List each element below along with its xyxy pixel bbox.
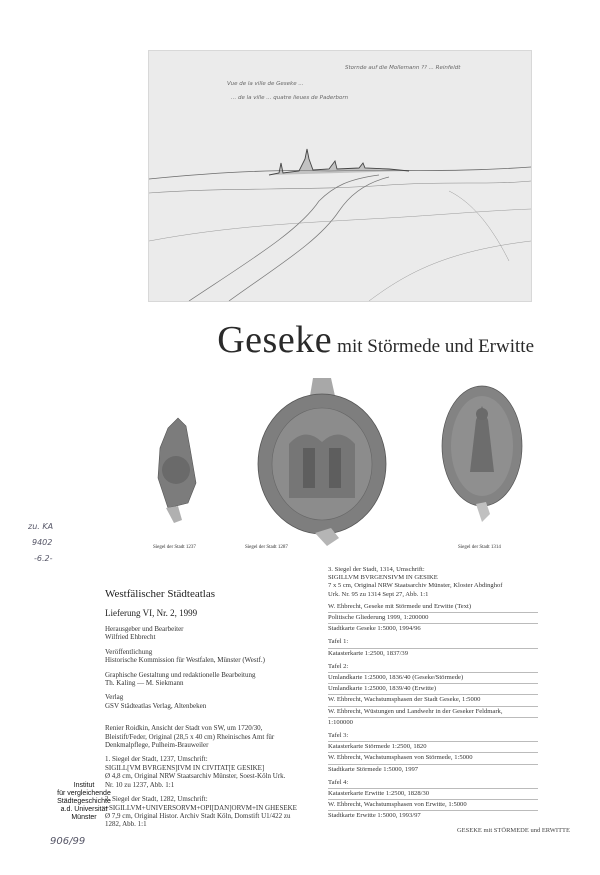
tafel-label: Tafel 4:: [328, 778, 538, 789]
contents-column: [328, 566, 538, 825]
contents-item: Katasterkarte Erwitte 1:2500, 1828/30: [328, 789, 538, 800]
credit-line: Nr. 10 zu 1237, Abb. 1:1: [105, 780, 175, 789]
seal-caption: Siegel der Stadt 1237: [153, 545, 196, 550]
seal-1314-image: [440, 382, 525, 522]
institute-stamp: [44, 782, 124, 822]
stamp-line: Städtegeschichte: [57, 798, 111, 805]
contents-item: Stadtkarte Geseke 1:5000, 1994/96: [328, 625, 421, 633]
stamp-line: Münster: [71, 814, 97, 821]
sketch-inscription: ... de la ville ... quatre lieues de Paderborn: [231, 95, 349, 101]
page-title: [0, 318, 600, 362]
credit-line: SIGILL[VM BVRGENS]IVM IN CIVITAT[E GESIKE]: [105, 763, 265, 772]
imprint-block: [105, 648, 320, 665]
credit-line: 2. Siegel der Stadt, 1282, Umschrift:: [105, 795, 208, 804]
contents-item: W. Ehbrecht, Wüstungen und Landwehr in der Geseker Feldmark,: [328, 707, 538, 718]
credit-block: [105, 795, 320, 829]
imprint-block: [105, 625, 320, 642]
contents-item: W. Ehbrecht, Wachstumsphasen von Erwitte, 1:5000: [328, 800, 538, 811]
handwritten-note: zu. KA: [28, 522, 54, 531]
seal3-line: SIGILLVM BVRGENSIVM IN GESIKE: [328, 574, 438, 582]
seal3-line: 3. Siegel der Stadt, 1314, Umschrift:: [328, 566, 425, 573]
credit-line: Ø 7,9 cm, Original Histor. Archiv Stadt Köln, Domstift U1/422 zu: [105, 811, 291, 820]
imprint-column: [105, 588, 320, 835]
credit-line: +SIGILLVM+UNIVERSORVM+OPI[DAN]ORVM+IN GHESEKE: [105, 803, 297, 812]
imprint-label: Herausgeber und Bearbeiter: [105, 625, 184, 633]
stamp-line: a.d. Universität: [60, 806, 108, 813]
contents-item: W. Ehbrecht, Wachstumsphasen von Störmede, 1:5000: [328, 753, 538, 764]
tafel-label: Tafel 3:: [328, 731, 538, 742]
contents-item: Umlandkarte 1:25000, 1836/40 (Geseke/Störmede): [328, 673, 538, 684]
contents-item: Stadtkarte Störmede 1:5000, 1997: [328, 765, 419, 773]
credit-line: Renier Roidkin, Ansicht der Stadt von SW, um 1720/30,: [105, 724, 263, 733]
atlas-issue: Lieferung VI, Nr. 2, 1999: [105, 608, 198, 618]
imprint-value: Historische Kommission für Westfalen, Münster (Westf.): [105, 656, 265, 665]
seal3-line: 7 x 5 cm, Original NRW Staatsarchiv Münster, Kloster Abdinghof: [328, 582, 503, 590]
sketch-inscription: Stornde auf die Mollemann ?? ... Reinfeldt: [345, 65, 461, 71]
handwritten-note: 9402: [32, 538, 53, 547]
credit-line: Bleistift/Feder, Original (28,5 x 40 cm) Rheinisches Amt für: [105, 732, 275, 741]
contents-intro: [328, 602, 538, 635]
tafel-block: [328, 778, 538, 822]
stamp-line: für vergleichende: [57, 790, 111, 797]
credit-line: 1. Siegel der Stadt, 1237, Umschrift:: [105, 755, 208, 764]
handwritten-signature: 906/99: [50, 836, 86, 847]
seal-1237-image: [138, 408, 208, 523]
imprint-block: [105, 671, 320, 688]
seal-caption: Siegel der Stadt 1314: [458, 545, 501, 550]
atlas-title: Westfälischer Städteatlas: [105, 588, 215, 600]
imprint-value: Th. Kaling — M. Siekmann: [105, 679, 184, 688]
seal-1287-image: [255, 378, 390, 546]
contents-item: Katasterkarte Störmede 1:2500, 1820: [328, 742, 538, 753]
contents-item: 1:100000: [328, 718, 353, 726]
contents-item: Stadtkarte Erwitte 1:5000, 1993/97: [328, 812, 421, 820]
credit-line: Ø 4,8 cm, Original NRW Staatsarchiv Münster, Soest-Köln Urk.: [105, 772, 286, 781]
title-main: Geseke: [217, 319, 333, 361]
sketch-inscription: Vue de la ville de Geseke ...: [227, 81, 304, 87]
contents-item: Umlandkarte 1:25000, 1839/40 (Erwitte): [328, 684, 538, 695]
contents-item: Katasterkarte 1:2500, 1837/39: [328, 649, 409, 657]
imprint-value: GSV Städteatlas Verlag, Altenbeken: [105, 701, 207, 710]
page-footer: GESEKE mit STÖRMEDE und ERWITTE: [456, 827, 570, 834]
handwritten-note: -6.2-: [34, 554, 53, 563]
contents-item: Politische Gliederung 1999, 1:200000: [328, 613, 538, 624]
stamp-line: Institut: [73, 782, 95, 789]
tafel-block: [328, 662, 538, 728]
imprint-label: Veröffentlichung: [105, 647, 153, 656]
contents-item: W. Ehbrecht, Geseke mit Störmede und Erwitte (Text): [328, 602, 538, 613]
tafel-block: [328, 731, 538, 775]
credit-line: 1282, Abb. 1:1: [105, 820, 147, 829]
imprint-label: Graphische Gestaltung und redaktionelle Bearbeitung: [105, 670, 256, 679]
tafel-label: Tafel 1:: [328, 637, 538, 648]
imprint-block: [105, 693, 320, 710]
title-sub: mit Störmede und Erwitte: [337, 336, 534, 357]
tafel-label: Tafel 2:: [328, 662, 538, 673]
seal3-block: [328, 566, 538, 599]
contents-item: W. Ehbrecht, Wachstumsphasen der Stadt Geseke, 1:5000: [328, 695, 538, 706]
credit-line: Denkmalpflege, Pulheim-Brauweiler: [105, 741, 209, 750]
town-view-sketch: [148, 50, 532, 302]
imprint-label: Verlag: [105, 693, 124, 702]
credit-block: [105, 755, 320, 789]
seal3-line: Urk. Nr. 95 zu 1314 Sept 27, Abb. 1:1: [328, 590, 429, 598]
credit-block: [105, 724, 320, 749]
seal-caption: Siegel der Stadt 1287: [245, 545, 288, 550]
imprint-value: Wilfried Ehbrecht: [105, 633, 156, 642]
tafel-block: [328, 637, 538, 658]
